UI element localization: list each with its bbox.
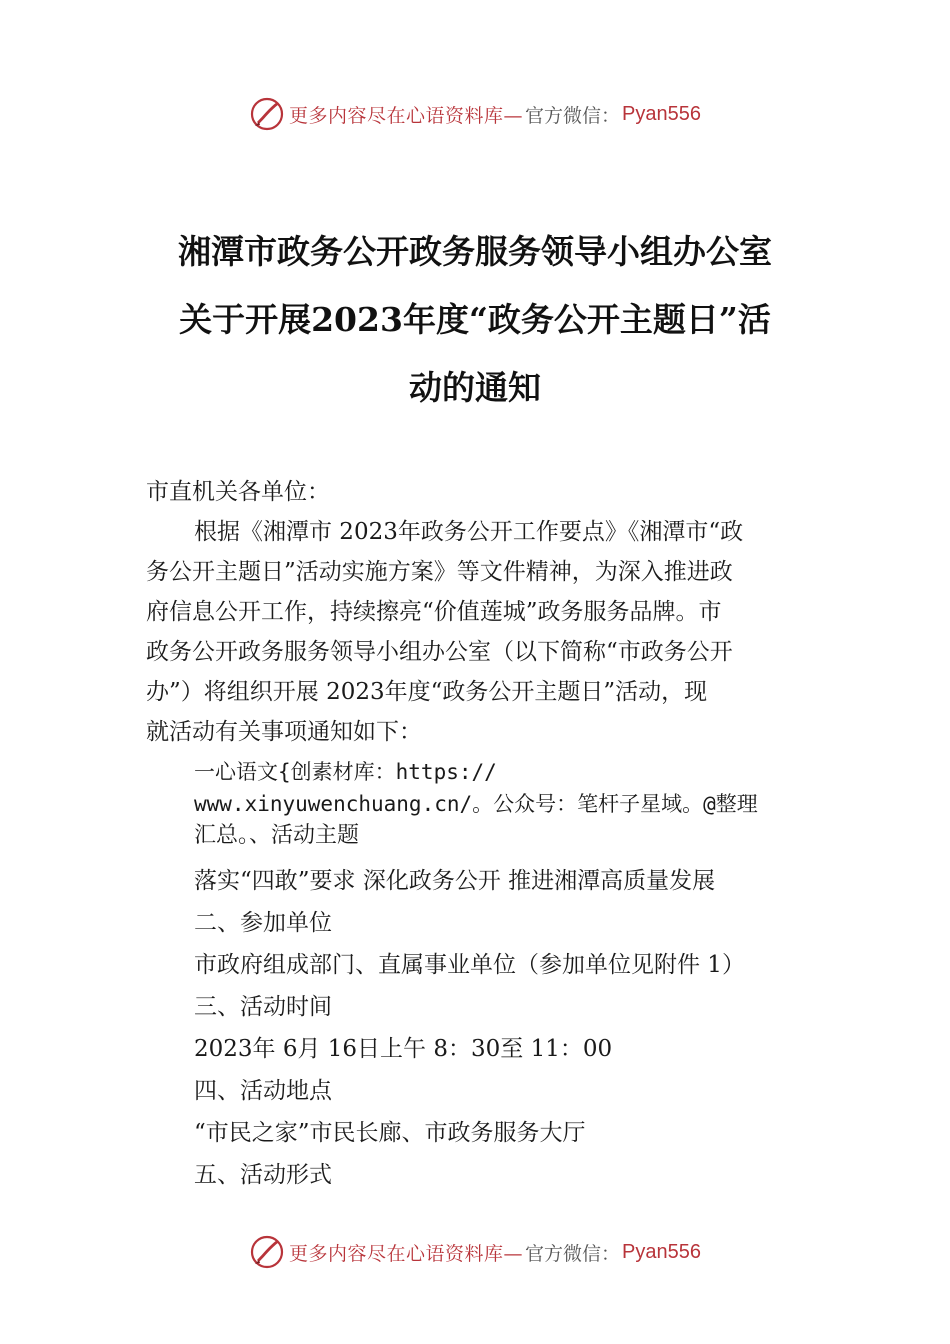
footer-banner xyxy=(0,1232,950,1272)
footer-wechat-label: 官方微信： xyxy=(525,1242,621,1265)
document-body xyxy=(146,472,826,1196)
footer-wechat-id: Pyan556 xyxy=(622,1240,701,1263)
intro-line-3: 府信息公开工作，持续擦亮“价值莲城”政务服务品牌。市 xyxy=(146,599,722,625)
pen-logo-icon xyxy=(249,1234,285,1270)
intro-line-5: 办”）将组织开展 2023年度“政务公开主题日”活动，现 xyxy=(146,679,708,705)
intro-line-2: 务公开主题日”活动实施方案》等文件精神，为深入推进政 xyxy=(146,559,733,585)
footer-slogan: 更多内容尽在心语资料库— xyxy=(289,1242,524,1265)
section-3-heading: 三、活动时间 xyxy=(194,994,332,1020)
section-2-heading: 二、参加单位 xyxy=(194,910,332,936)
intro-paragraph xyxy=(146,512,826,752)
title-line-2: 关于开展2023年度“政务公开主题日”活 xyxy=(179,300,771,339)
content-block xyxy=(194,756,826,1196)
pen-logo-icon xyxy=(249,96,285,132)
section-5-heading: 五、活动形式 xyxy=(194,1162,332,1188)
title-line-1: 湘潭市政务公开政务服务领导小组办公室 xyxy=(178,232,772,271)
salutation: 市直机关各单位： xyxy=(146,479,330,505)
watermark-line-1: 一心语文{创素材库：https:// xyxy=(194,760,497,784)
intro-line-6: 就活动有关事项通知如下： xyxy=(146,719,422,745)
section-4-content: “市民之家”市民长廊、市政务服务大厅 xyxy=(194,1120,586,1146)
section-2-content: 市政府组成部门、直属事业单位（参加单位见附件 1） xyxy=(194,952,745,978)
title-line-3: 动的通知 xyxy=(409,368,541,407)
banner-wechat-label: 官方微信： xyxy=(525,104,621,127)
watermark-text xyxy=(194,756,826,852)
banner-slogan: 更多内容尽在心语资料库— xyxy=(289,104,524,127)
intro-line-4: 政务公开政务服务领导小组办公室（以下简称“市政务公开 xyxy=(146,639,733,665)
section-theme-content: 落实“四敢”要求 深化政务公开 推进湘潭高质量发展 xyxy=(194,868,716,894)
intro-line-1: 根据《湘潭市 2023年政务公开工作要点》《湘潭市“政 xyxy=(194,519,744,545)
watermark-line-2: www.xinyuwenchuang.cn/。公众号：笔杆子星域。@整理 xyxy=(194,792,758,816)
section-3-content: 2023年 6月 16日上午 8：30至 11：00 xyxy=(194,1036,613,1062)
header-banner xyxy=(0,94,950,134)
section-4-heading: 四、活动地点 xyxy=(194,1078,332,1104)
watermark-line-3: 汇总。、活动主题 xyxy=(194,823,360,848)
document-title xyxy=(130,218,820,422)
banner-wechat-id: Pyan556 xyxy=(622,102,701,125)
